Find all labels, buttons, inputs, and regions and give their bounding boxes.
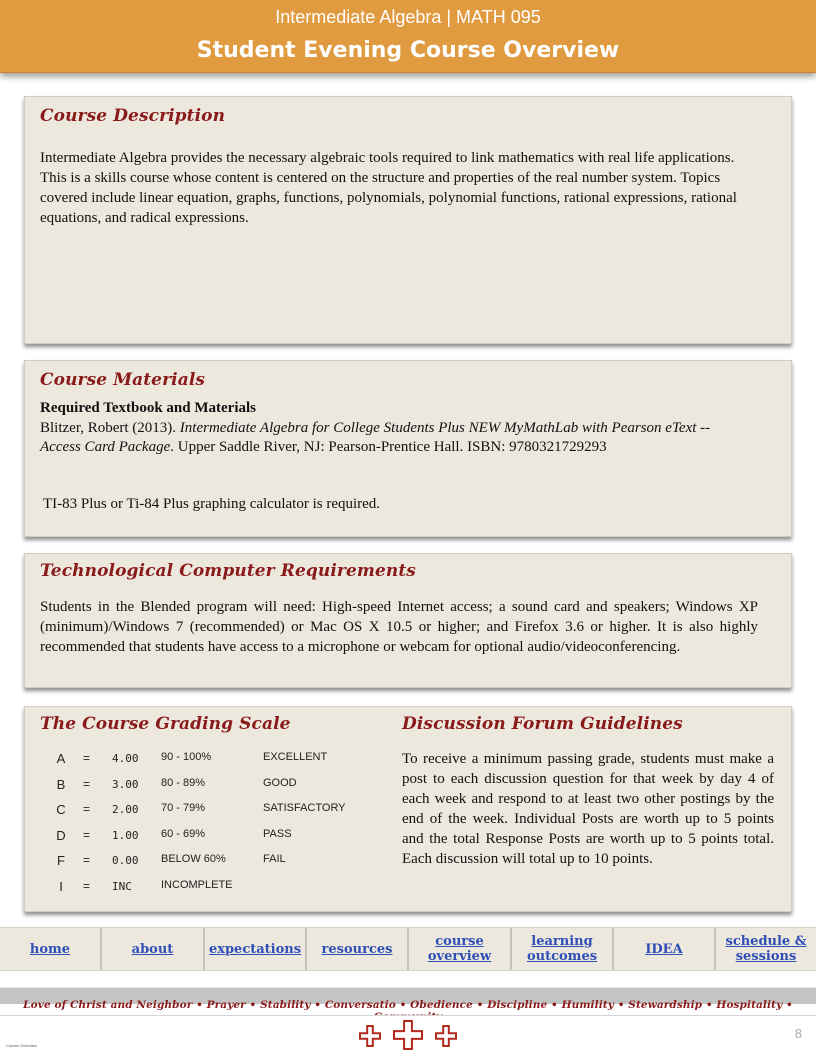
bottom-navigation [0, 927, 816, 971]
course-materials-panel [24, 360, 792, 537]
grade-points: INC [112, 879, 132, 893]
grade-equals: = [83, 853, 91, 868]
grade-letter: D [56, 827, 66, 843]
citation-author: Blitzer, Robert (2013). [40, 420, 180, 436]
grade-row [39, 773, 379, 799]
cross-icons [360, 1021, 456, 1049]
grade-row [39, 798, 379, 824]
grade-range: 60 - 69% [161, 827, 206, 840]
grade-equals: = [83, 827, 91, 842]
grade-letter: I [59, 878, 63, 894]
grade-points: 4.00 [112, 752, 139, 765]
nav-link-about[interactable]: about [102, 928, 205, 970]
grade-letter: C [56, 802, 66, 818]
footer-tiny-label: Course Overview [6, 1043, 37, 1048]
grade-label: PASS [263, 827, 292, 840]
grade-label: GOOD [263, 776, 297, 789]
nav-link-schedule-sessions[interactable]: schedule & sessions [725, 934, 807, 964]
grade-letter: B [56, 776, 66, 792]
grade-label: SATISFACTORY [263, 802, 346, 815]
grading-scale-heading: The Course Grading Scale [40, 714, 291, 734]
grade-equals: = [83, 776, 91, 791]
nav-link-course-overview[interactable]: course overview [409, 928, 512, 970]
nav-link-expectations[interactable]: expectations [205, 928, 307, 970]
course-description-heading: Course Description [40, 106, 226, 126]
grade-points: 1.00 [112, 828, 139, 842]
nav-link-resources[interactable]: resources [307, 928, 409, 970]
nav-link-learning-outcomes[interactable]: learning outcomes [512, 928, 614, 970]
grade-letter: A [56, 751, 66, 766]
grade-row [39, 875, 379, 901]
cross-icon [436, 1026, 456, 1046]
nav-link-idea[interactable]: IDEA [614, 928, 716, 970]
grade-range: 70 - 79% [161, 802, 206, 815]
course-subtitle: Intermediate Algebra | MATH 095 [275, 7, 541, 27]
grade-equals: = [83, 751, 91, 765]
page-header [0, 0, 816, 73]
grade-row [39, 747, 379, 773]
discussion-heading: Discussion Forum Guidelines [402, 714, 683, 734]
grade-points: 3.00 [112, 777, 139, 791]
grade-range: INCOMPLETE [161, 878, 233, 891]
textbook-citation [40, 419, 721, 457]
grade-points: 0.00 [112, 854, 139, 868]
grade-range: 80 - 89% [161, 776, 206, 789]
grade-row [39, 849, 379, 875]
tech-requirements-heading: Technological Computer Requirements [40, 561, 416, 581]
grade-label: EXCELLENT [263, 751, 328, 763]
cross-icon [394, 1021, 422, 1049]
grade-range: 90 - 100% [161, 751, 212, 763]
calculator-requirement: TI-83 Plus or Ti-84 Plus graphing calculator is required. [43, 496, 381, 512]
grade-points: 2.00 [112, 803, 139, 817]
course-description-panel [24, 96, 792, 344]
course-description-text: Intermediate Algebra provides the necessary algebraic tools required to link mathematics with real life applications. This is a skills course whose content is centered on the structure and properties of the real number system. Topics covered include linear equation, graphs, functions, polynomials, polynomial functions, rational expressions, rational equations, and radical expressions. [40, 150, 737, 226]
tech-requirements-text: Students in the Blended program will need: High-speed Internet access; a sound card and speakers; Windows XP (minimum)/Windows 7 (recommended) or Mac OS X 10.5 or higher; and Firefox 3.6 or higher. It is also highly recommended that students have access to a microphone or webcam for optional audio/videoconferencing. [40, 599, 758, 655]
grade-row [39, 824, 379, 850]
footer-motto: Love of Christ and Neighbor • Prayer • Stability • Conversatio • Obedience • Discipline • Humility • Stewardship • Hospitality • [23, 999, 793, 1011]
required-textbook-label: Required Textbook and Materials [40, 400, 256, 416]
discussion-text: To receive a minimum passing grade, students must make a post to each discussion question for that week by day 4 of each week and respond to at least two other postings by the end of the week. Individual Posts are worth up to 5 points and the total Response Posts are worth up to 5 points total. Each discussion will total up to 10 points. [402, 751, 774, 867]
grade-equals: = [83, 878, 91, 893]
grading-scale-table [39, 747, 379, 901]
grading-discussion-panel [24, 706, 792, 912]
citation-title: Intermediate Algebra for College Students Plus NEW MyMathLab with Pearson eText -- Access Card Package [40, 420, 711, 455]
grade-range: BELOW 60% [161, 853, 226, 866]
page-number: 8 [794, 1026, 802, 1041]
grade-equals: = [83, 802, 91, 817]
citation-publisher: . Upper Saddle River, NJ: Pearson-Prentice Hall. ISBN: 9780321729293 [170, 439, 607, 455]
grade-label: FAIL [263, 853, 286, 866]
page-title: Student Evening Course Overview [196, 38, 620, 63]
tech-requirements-panel [24, 553, 792, 688]
course-materials-heading: Course Materials [40, 370, 206, 390]
crosses-emblem [356, 1017, 466, 1053]
nav-link-home[interactable]: home [0, 928, 102, 970]
grade-letter: F [57, 853, 65, 869]
cross-icon [360, 1026, 380, 1046]
